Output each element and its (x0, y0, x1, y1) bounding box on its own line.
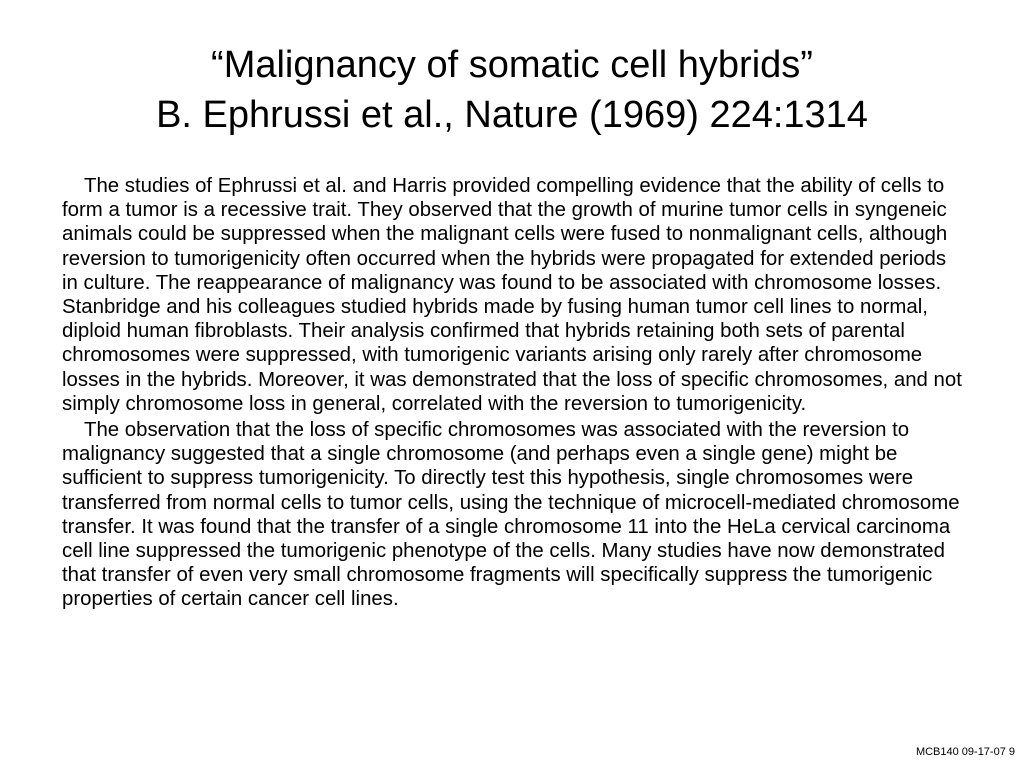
slide-title (0, 40, 1024, 140)
paragraph-1: The studies of Ephrussi et al. and Harris provided compelling evidence that the ability of cells to form a tumor is a recessive trait. They observed that the growth of murine tumor cells in syngeneic animals could be suppressed when the malignant cells were fused to nonmalignant cells, although reversion to tumorigenicity often occurred when the hybrids were propagated for extended periods in culture. The reappearance of malignancy was found to be associated with chromosome losses. Stanbridge and his colleagues studied hybrids made by fusing human tumor cell lines to normal, diploid human fibroblasts. Their analysis confirmed that hybrids retaining both sets of parental chromosomes were suppressed, with tumorigenic variants arising only rarely after chromosome losses in the hybrids. Moreover, it was demonstrated that the loss of specific chromosomes, and not simply chromosome loss in general, correlated with the reversion to tumorigenicity. (62, 175, 962, 415)
title-line-1: “Malignancy of somatic cell hybrids” (211, 44, 813, 86)
paragraph-2: The observation that the loss of specific chromosomes was associated with the reversion to malignancy suggested that a single chromosome (and perhaps even a single gene) might be sufficient to suppress tumorigenicity. To directly test this hypothesis, single chromosomes were transferred from normal cells to tumor cells, using the technique of microcell-mediated chromosome transfer. It was found that the transfer of a single chromosome 11 into the HeLa cervical carcinoma cell line suppressed the tumorigenic phenotype of the cells. Many studies have now demonstrated that transfer of even very small chromosome fragments will specifically suppress the tumorigenic properties of certain cancer cell lines. (62, 419, 960, 611)
slide-footer: MCB140 09-17-07 9 (915, 746, 1015, 758)
title-line-2: B. Ephrussi et al., Nature (1969) 224:1314 (156, 94, 868, 136)
slide-body (62, 174, 967, 614)
